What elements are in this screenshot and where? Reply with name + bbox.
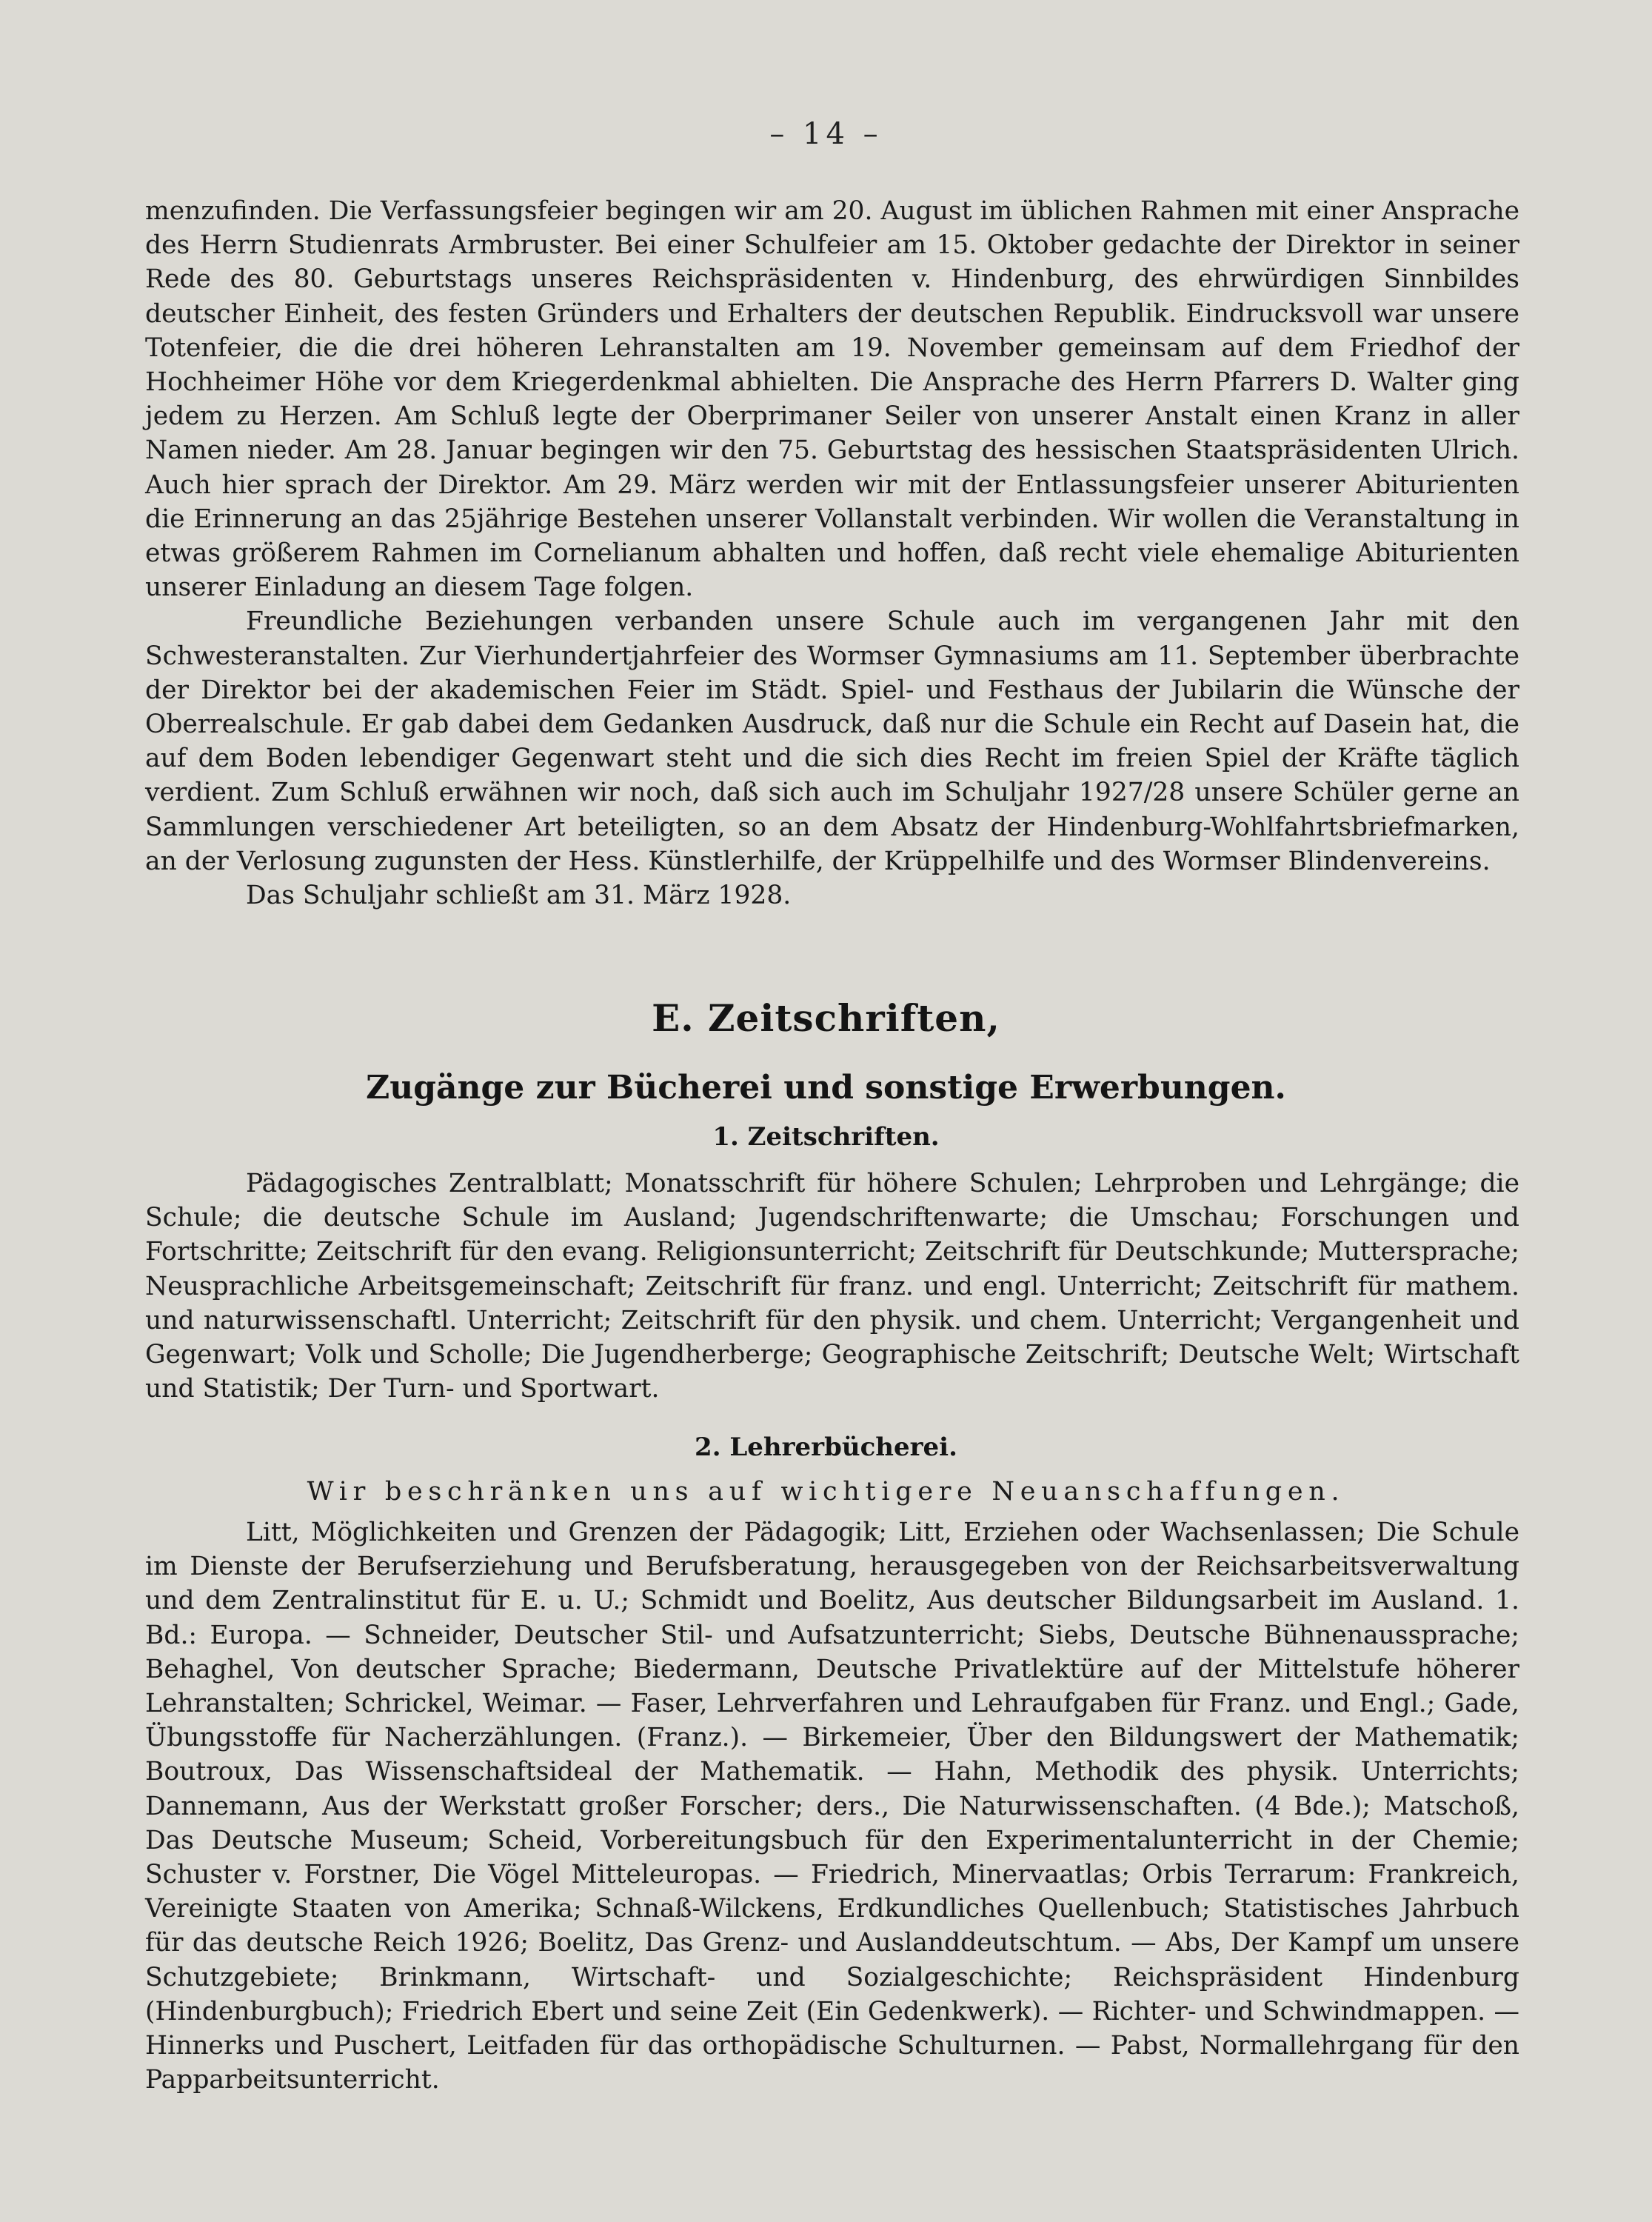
lehrerbuecherei-lead: Wir beschränken uns auf wichtigere Neuanschaffungen.	[307, 1477, 1345, 1507]
lehrerbuecherei-text: Litt, Möglichkeiten und Grenzen der Pädagogik; Litt, Erziehen oder Wachsenlassen; Die Schule im Dienste der Berufserziehung und Berufsberatung, herausgegeben von der Reichsarbeitsverwaltung und dem Zentralinstitut für E. u. U.; Schmidt und Boelitz, Aus deutscher Bildungsarbeit im Ausland. 1. Bd.: Europa. — Schneider, Deutscher Stil- und Aufsatzunterricht; Siebs, Deutsche Bühnenaussprache; Behaghel, Von deutscher Sprache; Biedermann, Deutsche Privatlektüre auf der Mittelstufe höherer Lehranstalten; Schrickel, Weimar. — Faser, Lehrverfahren und Lehraufgaben für Franz. und Engl.; Gade, Übungsstoffe für Nacherzählungen. (Franz.). — Birkemeier, Über den Bildungswert der Mathematik; Boutroux, Das Wissenschaftsideal der Mathematik. — Hahn, Methodik des physik. Unterrichts; Dannemann, Aus der Werkstatt großer Forscher; ders., Die Naturwissenschaften. (4 Bde.); Matschoß, Das Deutsche Museum; Scheid, Vorbereitungsbuch für den Experimentalunterricht in der Chemie; Schuster v. Forstner, Die Vögel Mitteleuropas. — Friedrich, Minervaatlas; Orbis Terrarum: Frankreich, Vereinigte Staaten von Amerika; Schnaß-Wilckens, Erdkundliches Quellenbuch; Statistisches Jahrbuch für das deutsche Reich 1926; Boelitz, Das Grenz- und Auslanddeutschtum. — Abs, Der Kampf um unsere Schutzgebiete; Brinkmann, Wirtschaft- und Sozialgeschichte; Reichspräsident Hindenburg (Hindenburgbuch); Friedrich Ebert und seine Zeit (Ein Gedenkwerk). — Richter- und Schwindmappen. — Hinnerks und Puschert, Leitfaden für das orthopädische Schulturnen. — Pabst, Normallehrgang für den Papparbeitsunterricht.	[145, 1518, 1519, 2095]
lehrerbuecherei-list	[145, 1515, 1519, 2097]
zeitschriften-heading: 1. Zeitschriften.	[712, 1122, 940, 1152]
paragraph-school-year-end: Das Schuljahr schließt am 31. März 1928.	[246, 881, 792, 911]
section-e-subtitle: Zugänge zur Bücherei und sonstige Erwerbungen.	[366, 1069, 1286, 1107]
section-e-title: E. Zeitschriften,	[652, 996, 1000, 1040]
zeitschriften-text: Pädagogisches Zentralblatt; Monatsschrift für höhere Schulen; Lehrproben und Lehrgänge; die Schule; die deutsche Schule im Ausland; Jugendschriftenwarte; die Umschau; Forschungen und Fortschritte; Zeitschrift für den evang. Religionsunterricht; Zeitschrift für Deutschkunde; Muttersprache; Neusprachliche Arbeitsgemeinschaft; Zeitschrift für franz. und engl. Unterricht; Zeitschrift für mathem. und naturwissenschaftl. Unterricht; Zeitschrift für den physik. und chem. Unterricht; Vergangenheit und Gegenwart; Volk und Scholle; Die Jugendherberge; Geographische Zeitschrift; Deutsche Welt; Wirtschaft und Statistik; Der Turn- und Sportwart.	[145, 1169, 1519, 1404]
chronicle-text	[145, 194, 1519, 913]
paragraph-celebrations: menzufinden. Die Verfassungsfeier begingen wir am 20. August im üblichen Rahmen mit einer Ansprache des Herrn Studienrats Armbruster. Bei einer Schulfeier am 15. Oktober gedachte der Direktor in seiner Rede des 80. Geburtstags unseres Reichspräsidenten v. Hindenburg, des ehrwürdigen Sinnbildes deutscher Einheit, des festen Gründers und Erhalters der deutschen Republik. Eindrucksvoll war unsere Totenfeier, die die drei höheren Lehranstalten am 19. November gemeinsam auf dem Friedhof der Hochheimer Höhe vor dem Kriegerdenkmal abhielten. Die Ansprache des Herrn Pfarrers D. Walter ging jedem zu Herzen. Am Schluß legte der Oberprimaner Seiler von unserer Anstalt einen Kranz in aller Namen nieder. Am 28. Januar begingen wir den 75. Geburtstag des hessischen Staatspräsidenten Ulrich. Auch hier sprach der Direktor. Am 29. März werden wir mit der Entlassungsfeier unserer Abiturienten die Erinnerung an das 25jährige Bestehen unserer Vollanstalt verbinden. Wir wollen die Veranstaltung in etwas größerem Rahmen im Cornelianum abhalten und hoffen, daß recht viele ehemalige Abiturienten unserer Einladung an diesem Tage folgen.	[145, 196, 1519, 603]
lehrerbuecherei-heading: 2. Lehrerbücherei.	[695, 1432, 957, 1462]
paragraph-relations: Freundliche Beziehungen verbanden unsere Schule auch im vergangenen Jahr mit den Schwesteranstalten. Zur Vierhundertjahrfeier des Wormser Gymnasiums am 11. September überbrachte der Direktor bei der akademischen Feier im Städt. Spiel- und Festhaus der Jubilarin die Wünsche der Oberrealschule. Er gab dabei dem Gedanken Ausdruck, daß nur die Schule ein Recht auf Dasein hat, die auf dem Boden lebendiger Gegenwart steht und die sich dies Recht im freien Spiel der Kräfte täglich verdient. Zum Schluß erwähnen wir noch, daß sich auch im Schuljahr 1927/28 unsere Schüler gerne an Sammlungen verschiedener Art beteiligten, so an dem Absatz der Hindenburg-Wohlfahrtsbriefmarken, an der Verlosung zugunsten der Hess. Künstlerhilfe, der Krüppelhilfe und des Wormser Blindenvereins.	[145, 607, 1519, 876]
zeitschriften-list	[145, 1167, 1519, 1406]
page-number: – 14 –	[769, 117, 883, 151]
